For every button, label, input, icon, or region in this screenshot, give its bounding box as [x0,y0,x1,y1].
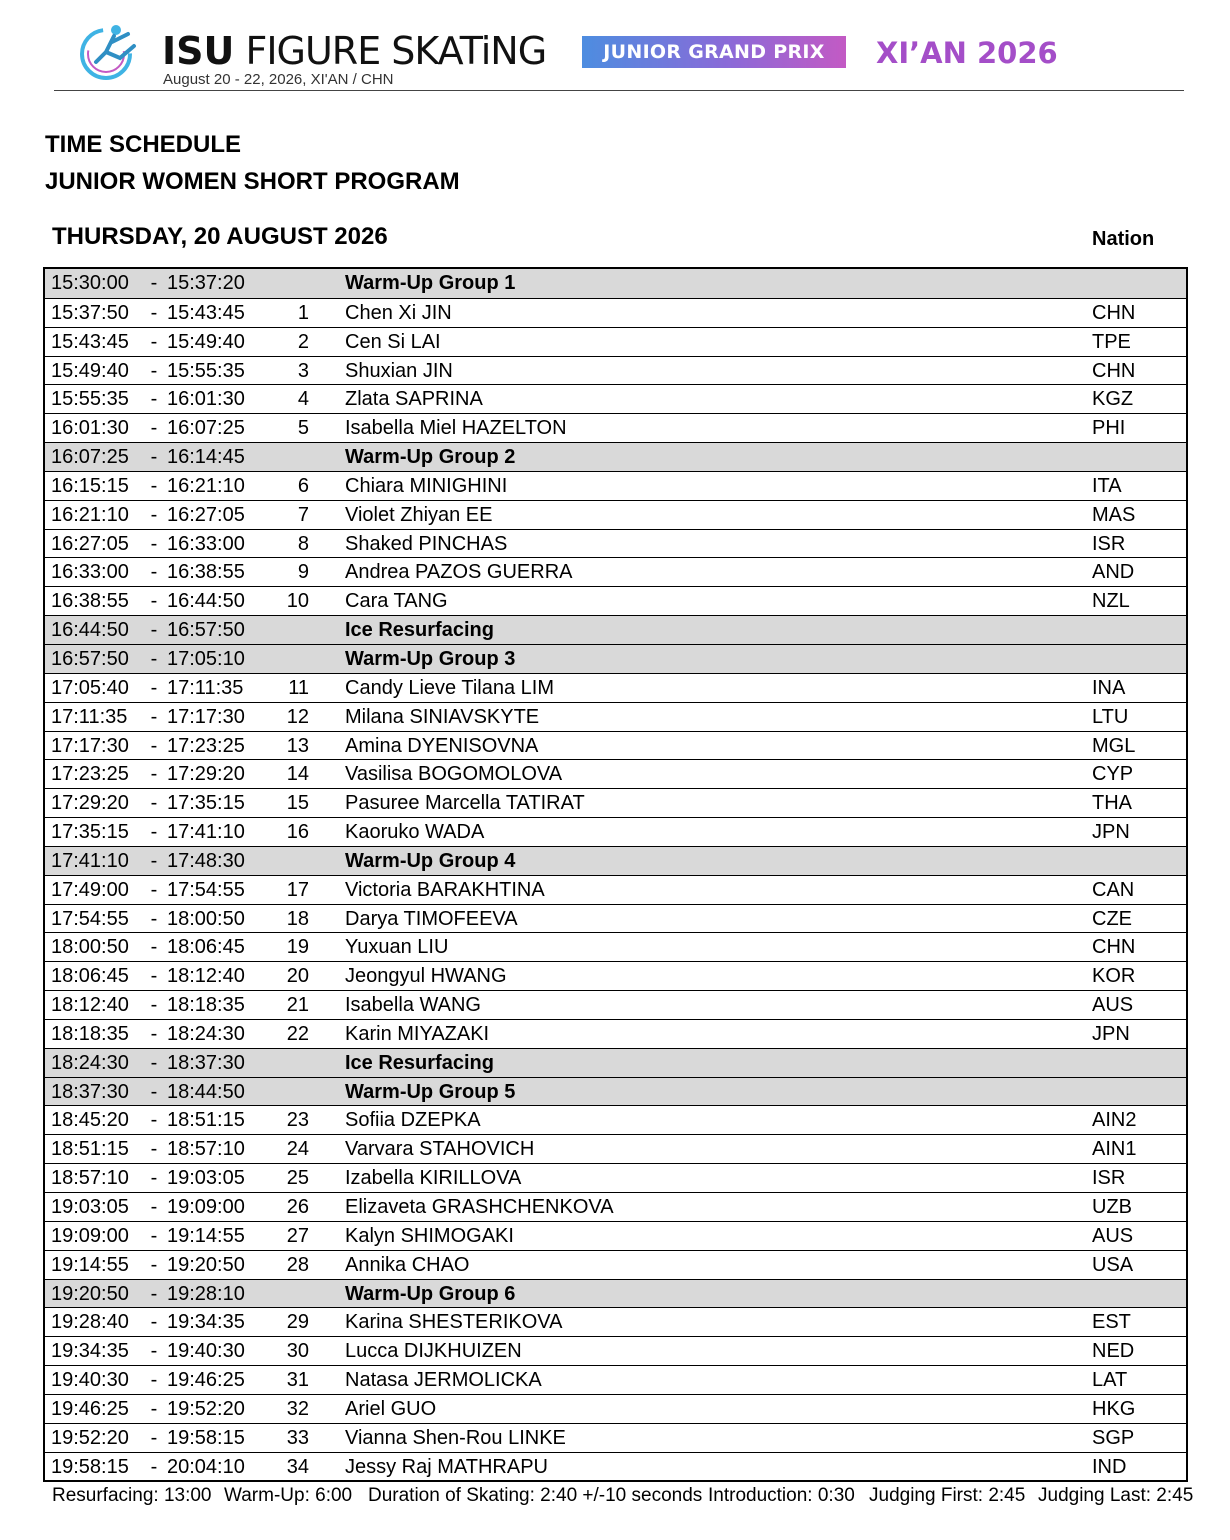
end-time: 15:49:40 [167,330,245,353]
skater-name: Natasa JERMOLICKA [345,1369,542,1392]
nation-code: MAS [1092,503,1136,526]
skater-row [45,1221,1186,1250]
segment-label: Warm-Up Group 4 [345,849,516,872]
start-time: 16:15:15 [51,474,129,497]
skater-row [45,1019,1186,1048]
skater-name: Violet Zhiyan EE [345,503,493,526]
end-time: 17:05:10 [167,647,245,670]
start-number: 3 [297,359,309,382]
timing-footer [0,1484,1230,1508]
end-time: 18:44:50 [167,1080,245,1103]
skater-row [45,586,1186,615]
time-separator: - [150,1426,158,1449]
start-number: 9 [297,561,309,584]
start-number: 31 [286,1369,309,1392]
time-separator: - [150,446,158,469]
nation-code: CZE [1092,907,1132,930]
skater-row [45,1452,1186,1481]
nation-code: KGZ [1092,388,1134,411]
end-time: 18:57:10 [167,1138,245,1161]
time-separator: - [150,503,158,526]
nation-code: ISR [1092,1167,1126,1190]
start-time: 19:20:50 [51,1282,129,1305]
start-time: 19:09:00 [51,1224,129,1247]
start-time: 19:34:35 [51,1340,129,1363]
skater-name: Lucca DIJKHUIZEN [345,1340,522,1363]
segment-label: Warm-Up Group 2 [345,446,516,469]
time-separator: - [150,1340,158,1363]
page-header [0,0,1230,95]
nation-code: NZL [1092,590,1130,613]
time-separator: - [150,705,158,728]
start-number: 19 [286,936,309,959]
start-time: 18:57:10 [51,1167,129,1190]
start-time: 17:11:35 [51,705,128,728]
start-time: 16:27:05 [51,532,129,555]
start-time: 16:21:10 [51,503,129,526]
header-divider [54,90,1184,91]
nation-code: CHN [1092,936,1136,959]
start-time: 16:44:50 [51,619,129,642]
schedule-break-row [45,1279,1186,1308]
skater-row [45,702,1186,731]
brand-name: FIGURE SKATiNG [245,29,547,73]
end-time: 16:33:00 [167,532,245,555]
start-time: 17:29:20 [51,792,129,815]
nation-code: AUS [1092,1224,1134,1247]
time-separator: - [150,1397,158,1420]
start-number: 27 [286,1224,309,1247]
time-separator: - [150,907,158,930]
end-time: 17:29:20 [167,763,245,786]
nation-code: JPN [1092,1022,1130,1045]
nation-code: IND [1092,1455,1127,1478]
skater-name: Elizaveta GRASHCHENKOVA [345,1196,614,1218]
nation-code: AUS [1092,994,1134,1017]
time-separator: - [150,676,158,699]
skater-name: Chen Xi JIN [345,301,452,324]
skater-row [45,413,1186,442]
start-time: 19:52:20 [51,1426,129,1449]
nation-code: CHN [1092,301,1136,324]
start-number: 5 [297,417,309,440]
end-time: 15:43:45 [167,301,245,324]
skater-row [45,1336,1186,1365]
end-time: 16:27:05 [167,503,245,526]
end-time: 20:04:10 [167,1455,245,1478]
skater-name: Shuxian JIN [345,359,453,382]
skater-name: Cara TANG [345,590,448,613]
time-separator: - [150,849,158,872]
skater-row [45,817,1186,846]
segment-label: Warm-Up Group 1 [345,272,516,294]
start-time: 17:41:10 [51,849,129,872]
nation-code: CYP [1092,763,1134,786]
start-number: 16 [286,821,309,844]
skater-row [45,529,1186,558]
start-time: 17:35:15 [51,821,129,844]
skater-name: Andrea PAZOS GUERRA [345,561,573,584]
nation-code: SGP [1092,1426,1135,1449]
skater-row [45,557,1186,586]
start-time: 18:18:35 [51,1022,129,1045]
document-subtitle: JUNIOR WOMEN SHORT PROGRAM [45,168,460,195]
start-time: 17:23:25 [51,763,129,786]
nation-code: TPE [1092,330,1131,353]
time-separator: - [150,590,158,613]
time-separator: - [150,619,158,642]
segment-label: Warm-Up Group 6 [345,1282,516,1305]
end-time: 18:00:50 [167,907,245,930]
start-time: 16:01:30 [51,417,129,440]
start-number: 18 [286,907,309,930]
time-separator: - [150,1282,158,1305]
footer-resurfacing: Resurfacing: 13:00 [52,1485,212,1506]
time-separator: - [150,1051,158,1074]
skater-row [45,298,1186,327]
skater-name: Kaoruko WADA [345,821,485,844]
start-time: 15:43:45 [51,330,129,353]
skater-row [45,990,1186,1019]
start-number: 28 [286,1253,309,1276]
start-number: 26 [286,1196,309,1218]
skater-name: Annika CHAO [345,1253,470,1276]
end-time: 18:51:15 [167,1109,245,1132]
skater-name: Zlata SAPRINA [345,388,483,411]
skater-row [45,1134,1186,1163]
schedule-break-row [45,644,1186,673]
skater-name: Ariel GUO [345,1397,437,1420]
time-separator: - [150,1224,158,1247]
schedule-break-row [45,269,1186,298]
event-dates: August 20 - 22, 2026, XI'AN / CHN [163,71,394,88]
time-separator: - [150,1167,158,1190]
start-time: 16:33:00 [51,561,129,584]
time-separator: - [150,1080,158,1103]
start-time: 19:28:40 [51,1311,129,1334]
skater-name: Izabella KIRILLOVA [345,1167,522,1190]
skater-row [45,356,1186,385]
time-separator: - [150,936,158,959]
nation-code: THA [1092,792,1132,815]
skater-name: Milana SINIAVSKYTE [345,705,540,728]
nation-code: UZB [1092,1196,1132,1218]
schedule-break-row [45,615,1186,644]
start-number: 29 [286,1311,309,1334]
skater-name: Jessy Raj MATHRAPU [345,1455,548,1478]
start-number: 15 [286,792,309,815]
schedule-break-row [45,1048,1186,1077]
skater-row [45,759,1186,788]
skater-name: Jeongyul HWANG [345,965,507,988]
skater-row [45,875,1186,904]
footer-warmup: Warm-Up: 6:00 [224,1485,353,1506]
end-time: 18:12:40 [167,965,245,988]
start-number: 13 [286,734,309,757]
nation-code: CAN [1092,878,1135,901]
skater-name: Karin MIYAZAKI [345,1022,490,1045]
start-time: 16:38:55 [51,590,129,613]
nation-code: ITA [1092,474,1122,497]
end-time: 17:17:30 [167,705,245,728]
start-number: 30 [286,1340,309,1363]
end-time: 18:18:35 [167,994,245,1017]
skater-row [45,1163,1186,1192]
end-time: 17:41:10 [167,821,245,844]
end-time: 16:21:10 [167,474,245,497]
start-number: 2 [297,330,309,353]
start-time: 17:54:55 [51,907,129,930]
end-time: 18:37:30 [167,1051,245,1074]
end-time: 16:01:30 [167,388,245,411]
end-time: 17:23:25 [167,734,245,757]
end-time: 16:44:50 [167,590,245,613]
event-city: XI’AN 2026 [876,36,1058,70]
start-number: 25 [286,1167,309,1190]
end-time: 19:09:00 [167,1196,245,1218]
schedule-day: THURSDAY, 20 AUGUST 2026 [52,223,388,250]
end-time: 19:14:55 [167,1224,245,1247]
skater-row [45,1192,1186,1221]
end-time: 16:07:25 [167,417,245,440]
nation-code: ISR [1092,532,1126,555]
start-number: 23 [286,1109,309,1132]
segment-label: Warm-Up Group 5 [345,1080,516,1103]
skater-row [45,788,1186,817]
nation-code: AND [1092,561,1135,584]
skater-row [45,1307,1186,1336]
end-time: 19:46:25 [167,1369,245,1392]
skater-row [45,1250,1186,1279]
start-time: 18:12:40 [51,994,129,1017]
time-separator: - [150,1109,158,1132]
nation-code: INA [1092,676,1126,699]
time-separator: - [150,734,158,757]
nation-code: HKG [1092,1397,1136,1420]
nation-code: EST [1092,1311,1131,1334]
nation-code: AIN1 [1092,1138,1137,1161]
end-time: 16:38:55 [167,561,245,584]
schedule-table [43,267,1188,1482]
start-time: 15:49:40 [51,359,129,382]
skater-name: Sofiia DZEPKA [345,1109,481,1132]
start-number: 22 [286,1022,309,1045]
series-badge: JUNIOR GRAND PRIX [582,36,846,68]
nation-code: MGL [1092,734,1136,757]
skater-name: Isabella Miel HAZELTON [345,417,567,440]
skater-name: Isabella WANG [345,994,481,1017]
end-time: 17:35:15 [167,792,245,815]
start-number: 14 [286,763,309,786]
skater-name: Karina SHESTERIKOVA [345,1311,563,1334]
time-separator: - [150,1311,158,1334]
skater-row [45,904,1186,933]
skater-name: Vianna Shen-Rou LINKE [345,1426,566,1449]
start-number: 10 [286,590,309,613]
nation-code: JPN [1092,821,1130,844]
skater-name: Candy Lieve Tilana LIM [345,676,555,699]
end-time: 15:55:35 [167,359,245,382]
end-time: 16:57:50 [167,619,245,642]
footer-judging-last: Judging Last: 2:45 [1038,1485,1194,1506]
skater-name: Cen Si LAI [345,330,441,353]
end-time: 18:06:45 [167,936,245,959]
end-time: 17:48:30 [167,849,245,872]
start-time: 18:24:30 [51,1051,129,1074]
schedule-break-row [45,442,1186,471]
time-separator: - [150,532,158,555]
time-separator: - [150,1455,158,1478]
skater-row [45,471,1186,500]
end-time: 19:40:30 [167,1340,245,1363]
time-separator: - [150,359,158,382]
start-number: 21 [286,994,309,1017]
start-time: 18:00:50 [51,936,129,959]
skater-name: Victoria BARAKHTINA [345,878,545,901]
end-time: 19:03:05 [167,1167,245,1190]
skater-row [45,673,1186,702]
isu-skater-logo-icon [76,18,142,84]
start-number: 12 [286,705,309,728]
brand-isu: ISU [162,29,235,73]
brand-wordmark [162,28,546,74]
segment-label: Ice Resurfacing [345,619,494,642]
skater-row [45,327,1186,356]
time-separator: - [150,1369,158,1392]
start-time: 15:30:00 [51,272,129,294]
end-time: 17:11:35 [167,676,244,699]
skater-row [45,1365,1186,1394]
nation-code: PHI [1092,417,1126,440]
time-separator: - [150,878,158,901]
skater-name: Darya TIMOFEEVA [345,907,518,930]
skater-name: Yuxuan LIU [345,936,449,959]
start-time: 15:37:50 [51,301,129,324]
start-time: 15:55:35 [51,388,129,411]
time-separator: - [150,994,158,1017]
start-time: 17:49:00 [51,878,129,901]
time-separator: - [150,1196,158,1218]
time-separator: - [150,647,158,670]
skater-name: Varvara STAHOVICH [345,1138,535,1161]
nation-code: CHN [1092,359,1136,382]
nation-code: AIN2 [1092,1109,1137,1132]
time-separator: - [150,763,158,786]
start-number: 1 [297,301,309,324]
schedule-break-row [45,846,1186,875]
skater-row [45,731,1186,760]
nation-code: LTU [1092,705,1129,728]
schedule-break-row [45,1077,1186,1106]
start-time: 17:17:30 [51,734,129,757]
nation-code: NED [1092,1340,1135,1363]
footer-introduction: Introduction: 0:30 [708,1485,855,1506]
skater-row [45,1105,1186,1134]
skater-name: Vasilisa BOGOMOLOVA [345,763,563,786]
time-separator: - [150,821,158,844]
skater-name: Chiara MINIGHINI [345,474,508,497]
skater-row [45,384,1186,413]
start-number: 34 [286,1455,309,1478]
time-separator: - [150,1022,158,1045]
start-number: 33 [286,1426,309,1449]
start-number: 11 [288,676,309,699]
start-time: 18:37:30 [51,1080,129,1103]
skater-row [45,1423,1186,1452]
nation-code: KOR [1092,965,1136,988]
start-time: 18:51:15 [51,1138,129,1161]
start-time: 18:45:20 [51,1109,129,1132]
start-time: 19:03:05 [51,1196,129,1218]
start-time: 18:06:45 [51,965,129,988]
start-number: 8 [297,532,309,555]
skater-row [45,932,1186,961]
start-time: 19:58:15 [51,1455,129,1478]
start-number: 24 [286,1138,309,1161]
document-title: TIME SCHEDULE [45,131,242,158]
end-time: 19:58:15 [167,1426,245,1449]
start-number: 4 [297,388,309,411]
skater-name: Amina DYENISOVNA [345,734,539,757]
start-time: 19:46:25 [51,1397,129,1420]
end-time: 19:34:35 [167,1311,245,1334]
skater-name: Shaked PINCHAS [345,532,508,555]
nation-code: USA [1092,1253,1134,1276]
start-number: 17 [286,878,309,901]
time-separator: - [150,1138,158,1161]
time-separator: - [150,301,158,324]
start-number: 20 [286,965,309,988]
nation-code: LAT [1092,1369,1128,1392]
time-separator: - [150,965,158,988]
end-time: 16:14:45 [167,446,245,469]
skater-name: Kalyn SHIMOGAKI [345,1224,514,1247]
end-time: 19:28:10 [167,1282,245,1305]
skater-row [45,500,1186,529]
footer-duration: Duration of Skating: 2:40 +/-10 seconds [368,1485,703,1506]
start-time: 19:14:55 [51,1253,129,1276]
end-time: 17:54:55 [167,878,245,901]
segment-label: Warm-Up Group 3 [345,647,516,670]
start-time: 16:57:50 [51,647,129,670]
skater-row [45,1394,1186,1423]
segment-label: Ice Resurfacing [345,1051,494,1074]
end-time: 19:20:50 [167,1253,245,1276]
skater-row [45,961,1186,990]
time-separator: - [150,561,158,584]
nation-column-header: Nation [1092,228,1155,250]
start-time: 17:05:40 [51,676,129,699]
time-separator: - [150,474,158,497]
end-time: 15:37:20 [167,272,245,294]
start-time: 19:40:30 [51,1369,129,1392]
start-number: 6 [297,474,309,497]
start-time: 16:07:25 [51,446,129,469]
time-separator: - [150,388,158,411]
start-number: 32 [286,1397,309,1420]
time-separator: - [150,792,158,815]
end-time: 18:24:30 [167,1022,245,1045]
skater-name: Pasuree Marcella TATIRAT [345,792,585,815]
time-separator: - [150,1253,158,1276]
end-time: 19:52:20 [167,1397,245,1420]
footer-judging-first: Judging First: 2:45 [869,1485,1026,1506]
time-separator: - [150,272,158,294]
time-separator: - [150,417,158,440]
time-separator: - [150,330,158,353]
start-number: 7 [297,503,309,526]
